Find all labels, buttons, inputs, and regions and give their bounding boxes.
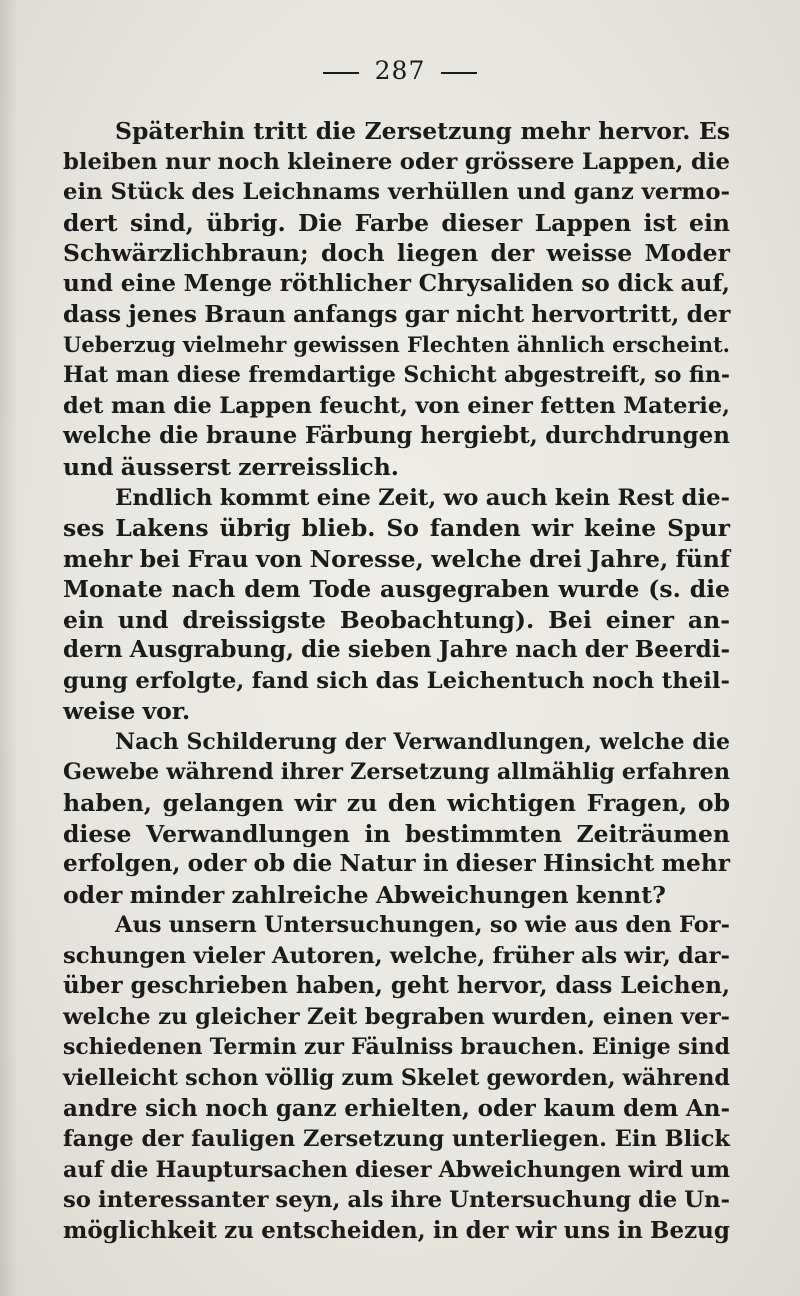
text-line: haben, gelangen wir zu den wichtigen Fragen, ob bbox=[63, 789, 730, 818]
text-line: diese Verwandlungen in bestimmten Zeiträumen bbox=[63, 819, 730, 848]
text-line: so interessanter seyn, als ihre Untersuchung die Un- bbox=[63, 1187, 730, 1214]
text-line: ein und dreissigste Beobachtung). Bei einer an- bbox=[63, 605, 730, 634]
text-line: ses Lakens übrig blieb. So fanden wir keine Spur bbox=[63, 514, 730, 543]
text-line: schungen vieler Autoren, welche, früher als wir, dar- bbox=[63, 942, 730, 969]
text-line: dert sind, übrig. Die Farbe dieser Lappen ist ein bbox=[63, 208, 730, 237]
text-line: bleiben nur noch kleinere oder grössere Lappen, die bbox=[63, 148, 730, 175]
text-line: Nach Schilderung der Verwandlungen, welche die bbox=[115, 728, 730, 755]
text-line: Späterhin tritt die Zersetzung mehr hervor. Es bbox=[115, 117, 730, 145]
text-line: oder minder zahlreiche Abweichungen kennt? bbox=[63, 880, 666, 909]
text-line: welche die braune Färbung hergiebt, durchdrungen bbox=[63, 422, 730, 450]
text-line: dass jenes Braun anfangs gar nicht hervortritt, der bbox=[63, 300, 731, 329]
text-line: und äusserst zerreisslich. bbox=[63, 453, 399, 482]
text-line: Endlich kommt eine Zeit, wo auch kein Rest die- bbox=[115, 484, 730, 511]
text-line: erfolgen, oder ob die Natur in dieser Hinsicht mehr bbox=[63, 850, 730, 878]
body-text bbox=[63, 116, 730, 1246]
text-line: dern Ausgrabung, die sieben Jahre nach der Beerdi- bbox=[63, 636, 730, 664]
text-line: ein Stück des Leichnams verhüllen und ganz vermo- bbox=[63, 179, 730, 206]
text-line: weise vor. bbox=[63, 697, 191, 726]
text-line: Aus unsern Untersuchungen, so wie aus den For- bbox=[115, 912, 730, 939]
text-line: Hat man diese fremdartige Schicht abgestreift, so fin- bbox=[63, 362, 730, 389]
text-line: Schwärzlichbraun; doch liegen der weisse Moder bbox=[63, 239, 730, 268]
text-line: Monate nach dem Tode ausgegraben wurde (s. die bbox=[63, 575, 730, 604]
text-line: Ueberzug vielmehr gewissen Flechten ähnlich erscheint. bbox=[63, 331, 730, 357]
header-dash-left bbox=[323, 72, 359, 74]
text-line: det man die Lappen feucht, von einer fetten Materie, bbox=[63, 392, 730, 419]
text-line: vielleicht schon völlig zum Skelet geworden, während bbox=[63, 1064, 730, 1091]
text-line: über geschrieben haben, geht hervor, dass Leichen, bbox=[63, 972, 730, 1000]
text-line: auf die Hauptursachen dieser Abweichungen wird um bbox=[63, 1156, 730, 1183]
text-line: und eine Menge röthlicher Chrysaliden so dick auf, bbox=[63, 269, 730, 297]
text-line: Gewebe während ihrer Zersetzung allmählig erfahren bbox=[63, 759, 730, 786]
page-number: 287 bbox=[374, 56, 426, 85]
text-line: gung erfolgte, fand sich das Leichentuch noch theil- bbox=[63, 667, 730, 694]
text-line: andre sich noch ganz erhielten, oder kaum dem An- bbox=[63, 1094, 730, 1122]
text-line: fange der fauligen Zersetzung unterliegen. Ein Blick bbox=[63, 1126, 730, 1153]
text-line: möglichkeit zu entscheiden, in der wir uns in Bezug bbox=[63, 1216, 730, 1244]
text-line: schiedenen Termin zur Fäulniss brauchen. Einige sind bbox=[63, 1034, 730, 1061]
text-line: welche zu gleicher Zeit begraben wurden, einen ver- bbox=[63, 1003, 730, 1030]
page-header bbox=[0, 56, 800, 86]
header-dash-right bbox=[441, 72, 477, 74]
text-line: mehr bei Frau von Noresse, welche drei Jahre, fünf bbox=[63, 544, 730, 573]
